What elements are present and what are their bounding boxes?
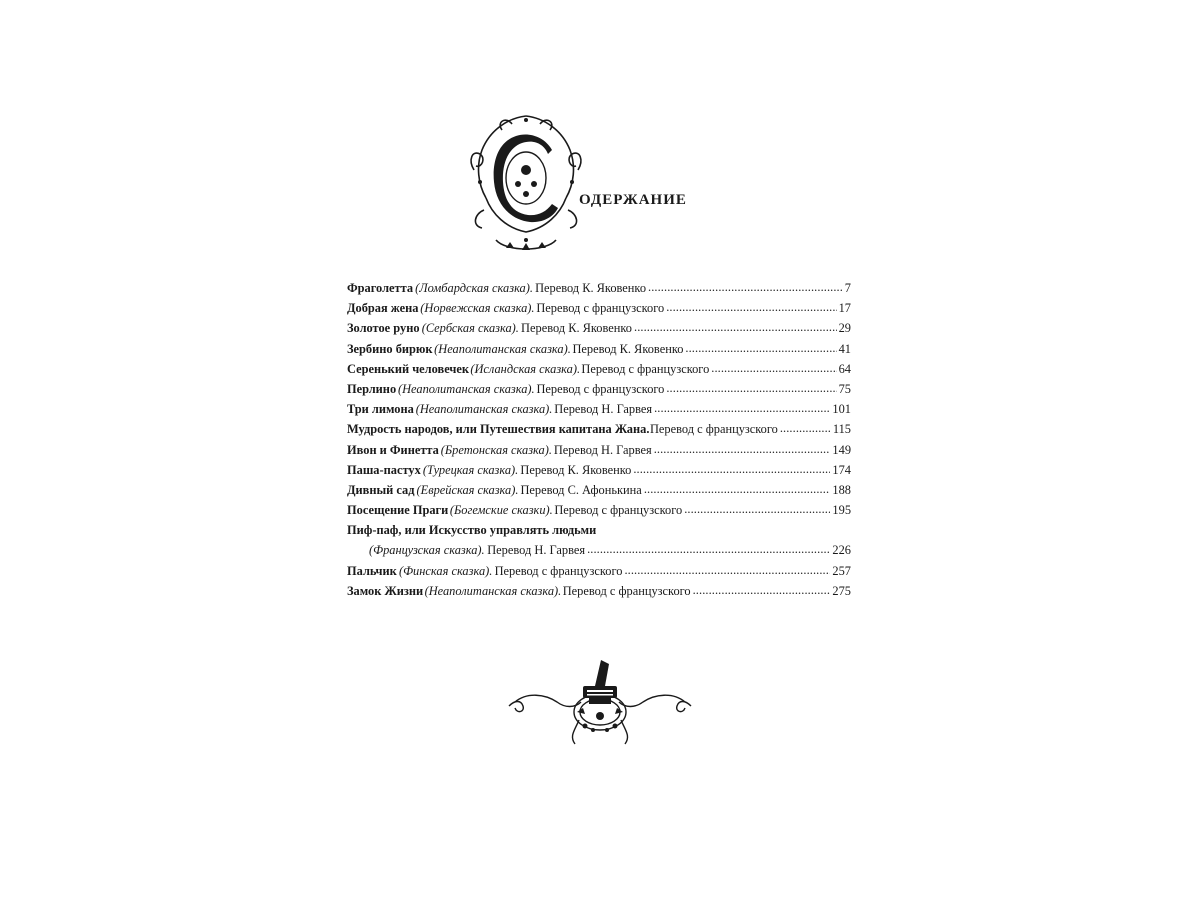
toc-entry xyxy=(347,520,851,540)
ornament-vignette-icon xyxy=(505,650,695,750)
dot-leader xyxy=(685,338,836,358)
toc-entry-translation: Перевод К. Яковенко xyxy=(521,321,632,336)
toc-entry-origin: (Турецкая сказка). xyxy=(422,462,519,477)
dot-leader xyxy=(644,479,831,499)
toc-entry xyxy=(347,500,851,520)
toc-entry-origin: (Исландская сказка). xyxy=(470,361,581,376)
dot-leader xyxy=(634,317,837,337)
toc-entry-page: 75 xyxy=(838,381,851,396)
toc-entry xyxy=(347,561,851,581)
toc-entry-title: Фраголетта xyxy=(347,281,414,295)
toc-entry xyxy=(347,359,851,379)
toc-entry-translation: Перевод К. Яковенко xyxy=(572,341,684,356)
toc-entry-title: Зербино бирюк xyxy=(347,341,433,356)
toc-entry xyxy=(347,379,851,399)
toc-entry xyxy=(347,298,851,318)
toc-entry-page: 41 xyxy=(838,341,851,356)
toc-entry-origin: (Норвежская сказка). xyxy=(420,301,535,316)
toc-entry-translation: Перевод Н. Гарвея xyxy=(487,543,586,558)
toc-entry xyxy=(347,278,851,298)
toc-entry-origin: (Неаполитанская сказка). xyxy=(397,381,535,396)
toc-entry-origin: (Неаполитанская сказка). xyxy=(424,583,562,598)
toc-entry xyxy=(347,480,851,500)
toc-entry-page: 149 xyxy=(832,442,852,457)
toc-entry-title: Ивон и Финетта xyxy=(347,442,439,457)
toc-entry-translation: Перевод с французского xyxy=(536,301,665,316)
toc-entry-page: 257 xyxy=(832,563,851,578)
toc-entry-translation: Перевод с французского xyxy=(554,503,683,518)
toc-entry-page: 101 xyxy=(832,402,851,417)
dot-leader xyxy=(780,418,831,438)
toc-entry-origin: (Финская сказка). xyxy=(398,563,493,578)
toc-entry xyxy=(347,318,851,338)
dot-leader xyxy=(666,378,836,398)
toc-entry-translation: Перевод Н. Гарвея xyxy=(554,402,653,417)
table-of-contents xyxy=(347,278,851,601)
toc-entry-page: 29 xyxy=(838,321,851,336)
contents-heading xyxy=(466,110,746,260)
toc-entry-origin: (Богемские сказки). xyxy=(449,503,553,518)
toc-entry-title: Паша-пастух xyxy=(347,462,421,477)
dot-leader xyxy=(624,560,830,580)
toc-entry-translation: Перевод с французского xyxy=(536,381,665,396)
toc-entry-translation: Перевод с французского xyxy=(562,583,691,598)
toc-entry xyxy=(347,440,851,460)
toc-entry-page: 226 xyxy=(832,543,851,558)
toc-entry-title: Серенький человечек xyxy=(347,361,470,376)
toc-entry xyxy=(347,339,851,359)
toc-entry-translation: Перевод Н. Гарвея xyxy=(553,442,652,457)
toc-entry-origin: (Сербская сказка). xyxy=(421,321,519,336)
toc-entry-page: 174 xyxy=(832,462,851,477)
dot-leader xyxy=(684,499,830,519)
ornamental-initial-icon xyxy=(466,110,586,260)
dot-leader xyxy=(587,539,830,559)
toc-entry-origin: (Еврейская сказка). xyxy=(416,482,519,497)
toc-entry-page: 195 xyxy=(832,503,852,518)
toc-entry-title: Пальчик xyxy=(347,563,397,578)
dot-leader xyxy=(693,580,831,600)
toc-entry-page: 17 xyxy=(838,301,851,316)
toc-entry-title: Три лимона xyxy=(347,402,414,417)
page-title: одержание xyxy=(579,184,687,209)
dot-leader xyxy=(648,277,843,297)
dot-leader xyxy=(666,297,836,317)
toc-entry-title: Перлино xyxy=(347,381,397,396)
toc-entry-translation: Перевод К. Яковенко xyxy=(520,462,632,477)
dot-leader xyxy=(654,439,831,459)
toc-entry-origin: (Неаполитанская сказка). xyxy=(434,341,571,356)
toc-entry-continuation xyxy=(347,540,851,560)
dot-leader xyxy=(711,358,836,378)
toc-entry-origin: (Французская сказка). xyxy=(369,543,485,558)
toc-entry-page: 7 xyxy=(844,281,851,295)
toc-entry-page: 275 xyxy=(832,583,851,598)
dot-leader xyxy=(654,398,830,418)
toc-entry-title: Добрая жена xyxy=(347,301,419,316)
toc-entry-translation: Перевод с французского xyxy=(494,563,623,578)
toc-entry xyxy=(347,419,851,439)
toc-entry-origin: (Неаполитанская сказка). xyxy=(415,402,553,417)
toc-entry-title: Мудрость народов, или Путешествия капитана Жана. xyxy=(347,422,650,437)
toc-entry-translation: Перевод с французского xyxy=(581,361,710,376)
toc-entry-page: 64 xyxy=(838,361,851,376)
toc-entry-title: Дивный сад xyxy=(347,482,415,497)
toc-entry-origin: (Ломбардская сказка). xyxy=(415,281,533,295)
dot-leader xyxy=(633,459,830,479)
toc-entry-origin: (Бретонская сказка). xyxy=(440,442,552,457)
toc-entry-page: 188 xyxy=(832,482,851,497)
toc-entry xyxy=(347,460,851,480)
toc-entry-translation: Перевод К. Яковенко xyxy=(535,281,647,295)
toc-entry xyxy=(347,581,851,601)
toc-entry-translation: Перевод С. Афонькина xyxy=(520,482,642,497)
toc-entry-title: Замок Жизни xyxy=(347,583,424,598)
toc-entry-page: 115 xyxy=(832,422,851,437)
toc-entry-translation: Перевод с французского xyxy=(649,422,778,437)
toc-entry-title: Пиф-паф, или Искусство управлять людьми xyxy=(347,523,597,538)
toc-entry-title: Золотое руно xyxy=(347,321,420,336)
toc-entry-title: Посещение Праги xyxy=(347,503,449,518)
toc-entry xyxy=(347,399,851,419)
